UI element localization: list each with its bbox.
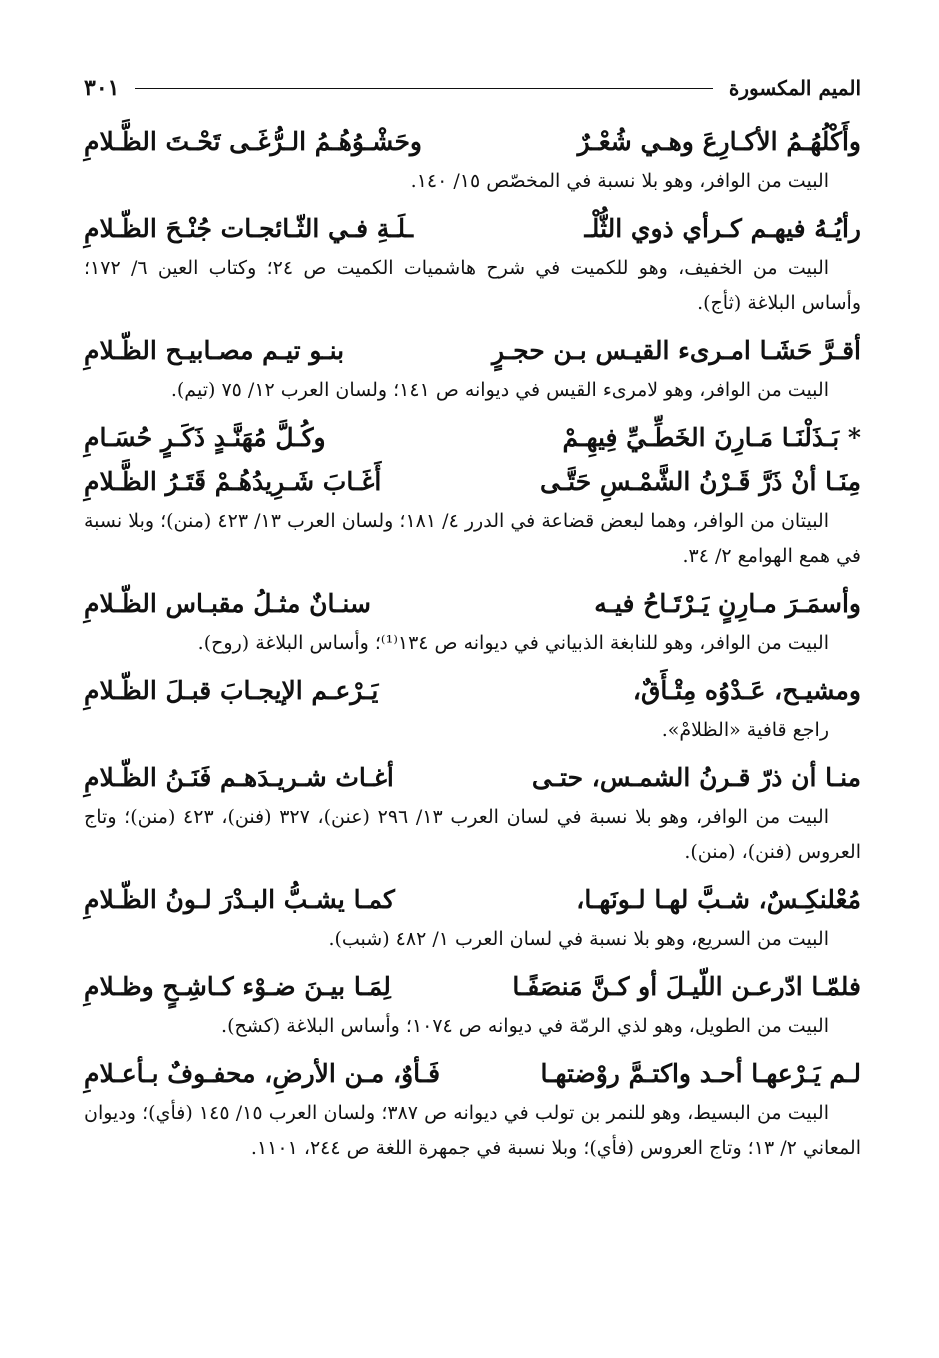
verse-line xyxy=(84,329,861,373)
verse-second-hemistich: كمـا يشـبُّ البـدْرَ لـونُ الظّـلامِ xyxy=(84,885,395,914)
verse-line xyxy=(84,207,861,251)
verse-line xyxy=(84,1052,861,1096)
verse-second-hemistich: وحَشْـوُهُـمُ الـرُّغَـى تَحْـتَ الظَّـلامِ xyxy=(84,127,423,156)
entry xyxy=(84,965,861,1044)
entry xyxy=(84,329,861,408)
verse-second-hemistich: بنـو تيـم مصـابيـح الظّـلامِ xyxy=(84,336,345,365)
entry xyxy=(84,416,861,574)
page xyxy=(84,70,861,1338)
citation-note: البيت من الوافر، وهو لامرىء القيس في ديوانه ص ١٤١؛ ولسان العرب ١٢/ ٧٥ (تيم). xyxy=(170,379,829,401)
verse-first-hemistich: ومشيـح، عَـدْوُه مِتْـأَقٌ، xyxy=(632,676,861,705)
citation-note: البيت من الوافر، وهو للنابغة الذبياني في ديوانه ص ١٣٤⁽¹⁾؛ وأساس البلاغة (روح). xyxy=(197,632,829,654)
verse-second-hemistich: لِمَـا بيـنَ ضـوْء كـاشِـحٍ وظـلامِ xyxy=(84,972,391,1001)
verse-line xyxy=(84,120,861,164)
citation-note: البيت من السريع، وهو بلا نسبة في لسان العرب ١/ ٤٨٢ (شبب). xyxy=(328,928,829,950)
page-number: ٣٠١ xyxy=(84,75,120,101)
verse-line xyxy=(84,756,861,800)
citation-note: راجع قافية «الظلامْ». xyxy=(661,719,829,741)
entries-list xyxy=(84,120,861,1166)
header-rule xyxy=(135,88,712,89)
citation-note: البيت من البسيط، وهو للنمر بن تولب في ديوانه ص ٣٨٧؛ ولسان العرب ١٥/ ١٤٥ (فأي)؛ وديوان المعاني ٢/ ١٣؛ وتاج العروس (فأي)؛ وبلا نسبة في جمهرة اللغة ص ٢٤٤، ١١٠١. xyxy=(84,1102,861,1159)
verse-second-hemistich: ـلَـةِ فـي الثّـائجـات جُنْـحَ الظّـلامِ xyxy=(84,214,414,243)
verse-second-hemistich: أَغَـابَ شَـرِيدُهُـمْ قَتَـرُ الظَّـلامِ xyxy=(84,467,382,496)
page-header xyxy=(84,70,861,106)
verse-line xyxy=(84,878,861,922)
verse-line xyxy=(84,965,861,1009)
verse-first-hemistich: مِنَـا أنْ ذَرَّ قَـرْنُ الشَّمْـسِ حَتَّـى xyxy=(539,467,861,496)
entry xyxy=(84,669,861,748)
entry xyxy=(84,207,861,321)
verse-first-hemistich: * بَـذَلْنَـا مَـارِنَ الخَطِّـيِّ فِيهِـمْ xyxy=(562,423,861,452)
entry xyxy=(84,120,861,199)
verse-first-hemistich: وأَكْلُهُـمُ الأكـارِعَ وهـي شُعْـرٌ xyxy=(577,127,861,156)
entry xyxy=(84,756,861,870)
entry xyxy=(84,1052,861,1166)
entry xyxy=(84,878,861,957)
verse-second-hemistich: أغـاث شـريـدَهـم فَنَـنُ الظّـلامِ xyxy=(84,763,394,792)
citation-note: البيتان من الوافر، وهما لبعض قضاعة في الدرر ٤/ ١٨١؛ ولسان العرب ١٣/ ٤٢٣ (منن)؛ وبلا نسبة في همع الهوامع ٢/ ٣٤. xyxy=(84,510,861,567)
verse-second-hemistich: سنـانٌ مثـلُ مقبـاس الظّـلامِ xyxy=(84,589,371,618)
citation-note: البيت من الطويل، وهو لذي الرمّة في ديوانه ص ١٠٧٤؛ وأساس البلاغة (كشح). xyxy=(221,1015,829,1037)
citation-note: البيت من الخفيف، وهو للكميت في شرح هاشميات الكميت ص ٢٤؛ وكتاب العين ٦/ ١٧٢؛ وأساس البلاغة (ثأج). xyxy=(84,257,861,314)
verse-line xyxy=(84,460,861,504)
verse-line xyxy=(84,582,861,626)
verse-first-hemistich: وأسمَـرَ مـارِنٍ يَـرْتَـاحُ فيـه xyxy=(594,589,861,618)
verse-first-hemistich: أقـرَّ حَشَـا امـرىء القيـس بـن حجـرٍ xyxy=(492,336,861,365)
verse-second-hemistich: يَـرْعـم الإيجـابَ قبـلَ الظّـلامِ xyxy=(84,676,379,705)
chapter-title: الميم المكسورة xyxy=(728,76,861,100)
citation-note: البيت من الوافر، وهو بلا نسبة في المخصّص ١٥/ ١٤٠. xyxy=(410,170,829,192)
verse-second-hemistich: فَـأوٌ، مـن الأرضِ، محفـوفٌ بـأعـلامِ xyxy=(84,1059,441,1088)
verse-first-hemistich: منـا أن ذرّ قـرنُ الشمـس، حتـى xyxy=(531,763,861,792)
verse-line xyxy=(84,416,861,460)
verse-first-hemistich: فلمّـا ادّرعـن اللّيـلَ أو كـنَّ مَنصَفًـا xyxy=(512,972,861,1001)
verse-first-hemistich: لـم يَـرْعهـا أحـد واكتـمَّ روْضتهـا xyxy=(540,1059,861,1088)
citation-note: البيت من الوافر، وهو بلا نسبة في لسان العرب ١٣/ ٢٩٦ (عنن)، ٣٢٧ (فنن)، ٤٢٣ (منن)؛ وتاج العروس (فنن)، (منن). xyxy=(84,806,861,863)
verse-second-hemistich: وكُـلَّ مُهَنَّـدٍ ذَكَـرٍ حُسَـامِ xyxy=(84,423,326,452)
verse-first-hemistich: مُعْلنكِـسٌ، شـبَّ لهـا لـونَهـا، xyxy=(576,885,861,914)
verse-line xyxy=(84,669,861,713)
verse-first-hemistich: رأيُـهُ فيهـم كـرأي ذوي الثُّلْـ xyxy=(584,214,861,243)
entry xyxy=(84,582,861,661)
